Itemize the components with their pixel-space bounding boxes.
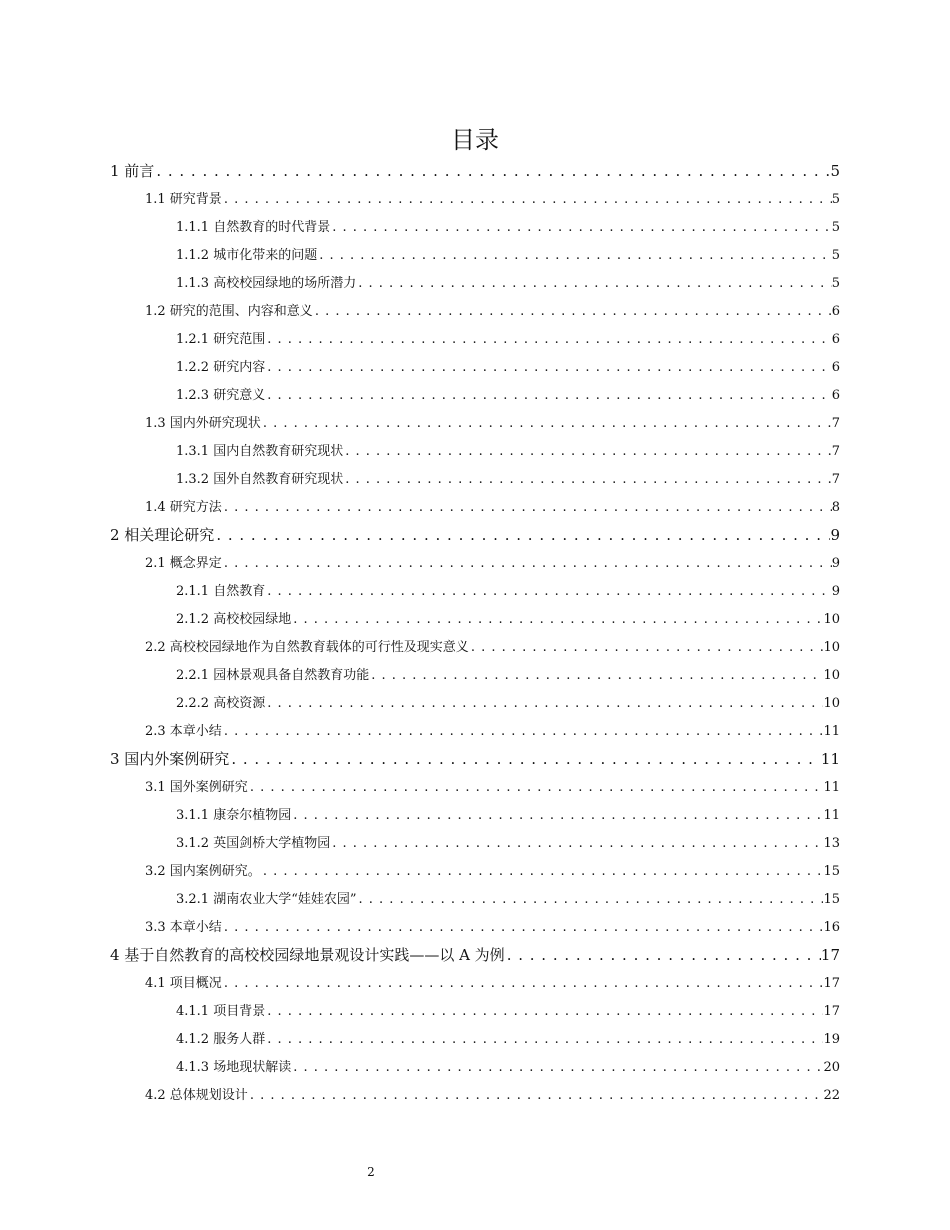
toc-entry-page: 5 [831, 220, 840, 235]
toc-entry-page: 6 [831, 304, 840, 319]
toc-entry-page: 22 [823, 1088, 840, 1103]
toc-entry[interactable] [110, 944, 840, 968]
toc-entry[interactable] [176, 804, 840, 826]
toc-entry-page: 6 [831, 388, 840, 403]
toc-entry-label: 4.1 项目概况 [145, 976, 222, 991]
toc-leader-dots [357, 892, 824, 907]
toc-entry[interactable] [176, 832, 840, 854]
toc-leader-dots [469, 640, 824, 655]
toc-leader-dots [261, 416, 832, 431]
toc-entry-label: 2.2.1 园林景观具备自然教育功能 [176, 668, 370, 683]
toc-entry-label: 3 国内外案例研究 [110, 750, 230, 768]
toc-entry[interactable] [110, 524, 840, 548]
toc-leader-dots [356, 276, 832, 291]
toc-entry-label: 3.1.1 康奈尔植物园 [176, 808, 292, 823]
toc-entry-label: 3.2 国内案例研究。 [145, 864, 261, 879]
toc-leader-dots [265, 696, 823, 711]
toc-entry-page: 17 [820, 946, 840, 964]
toc-leader-dots [265, 584, 832, 599]
toc-leader-dots [369, 668, 823, 683]
toc-entry[interactable] [176, 328, 840, 350]
toc-leader-dots [265, 1032, 823, 1047]
toc-entry[interactable] [176, 580, 840, 602]
toc-leader-dots [222, 724, 824, 739]
toc-entry-page: 9 [831, 584, 840, 599]
toc-entry-page: 15 [823, 864, 840, 879]
toc-leader-dots [265, 1004, 823, 1019]
toc-entry[interactable] [176, 1000, 840, 1022]
toc-entry[interactable] [176, 356, 840, 378]
toc-entry-label: 1.3.2 国外自然教育研究现状 [176, 472, 344, 487]
toc-entry[interactable] [110, 748, 840, 772]
toc-entry[interactable] [176, 692, 840, 714]
toc-entry-page: 11 [823, 780, 840, 795]
toc-entry-label: 1.2.2 研究内容 [176, 360, 266, 375]
toc-entry-label: 1.3 国内外研究现状 [145, 416, 261, 431]
toc-entry[interactable] [176, 468, 840, 490]
toc-entry-label: 1 前言 [110, 162, 155, 180]
toc-leader-dots [265, 360, 832, 375]
toc-entry-label: 3.3 本章小结 [145, 920, 222, 935]
toc-entry-page: 19 [823, 1032, 840, 1047]
toc-entry-page: 5 [831, 192, 840, 207]
toc-entry-page: 11 [820, 750, 840, 768]
toc-entry-label: 1.4 研究方法 [145, 500, 222, 515]
toc-entry-page: 10 [823, 612, 840, 627]
toc-entry-page: 6 [831, 332, 840, 347]
toc-entry-page: 15 [823, 892, 840, 907]
toc-entry-page: 10 [823, 640, 840, 655]
toc-entry[interactable] [176, 216, 840, 238]
toc-leader-dots [291, 612, 823, 627]
toc-entry[interactable] [145, 860, 840, 882]
toc-entry[interactable] [145, 1084, 840, 1106]
toc-entry[interactable] [176, 440, 840, 462]
toc-entry-page: 10 [823, 696, 840, 711]
toc-leader-dots [261, 864, 824, 879]
toc-leader-dots [265, 332, 832, 347]
toc-entry-page: 5 [831, 248, 840, 263]
toc-leader-dots [291, 1060, 823, 1075]
toc-leader-dots [265, 388, 832, 403]
toc-entry-label: 4.1.1 项目背景 [176, 1004, 266, 1019]
toc-entry-label: 4 基于自然教育的高校校园绿地景观设计实践——以 A 为例 [110, 946, 505, 964]
toc-entry-page: 9 [830, 526, 840, 544]
toc-leader-dots [222, 192, 832, 207]
toc-entry[interactable] [176, 1028, 840, 1050]
toc-leader-dots [291, 808, 823, 823]
toc-leader-dots [317, 248, 832, 263]
toc-entry-label: 1.2.1 研究范围 [176, 332, 266, 347]
toc-entry-page: 20 [823, 1060, 840, 1075]
toc-entry[interactable] [145, 412, 840, 434]
toc-leader-dots [343, 472, 832, 487]
toc-entry-page: 8 [831, 500, 840, 515]
toc-entry-page: 13 [823, 836, 840, 851]
toc-leader-dots [343, 444, 832, 459]
toc-entry[interactable] [145, 496, 840, 518]
toc-entry-page: 10 [823, 668, 840, 683]
toc-entry[interactable] [176, 664, 840, 686]
toc-entry-page: 16 [823, 920, 840, 935]
toc-entry-page: 5 [830, 162, 840, 180]
toc-entry-page: 7 [831, 444, 840, 459]
toc-entry-label: 2.1 概念界定 [145, 556, 222, 571]
toc-entry-page: 11 [823, 808, 840, 823]
toc-entry-label: 3.1 国外案例研究 [145, 780, 248, 795]
toc-entry[interactable] [176, 888, 840, 910]
toc-leader-dots [330, 220, 832, 235]
toc-entry[interactable] [145, 300, 840, 322]
toc-leader-dots [505, 946, 821, 964]
toc-leader-dots [248, 780, 824, 795]
toc-entry-page: 7 [831, 416, 840, 431]
toc-entry-label: 1.1.1 自然教育的时代背景 [176, 220, 331, 235]
toc-entry[interactable] [176, 272, 840, 294]
toc-leader-dots [248, 1088, 824, 1103]
toc-entry[interactable] [176, 608, 840, 630]
toc-entry[interactable] [145, 776, 840, 798]
toc-entry-page: 17 [823, 976, 840, 991]
toc-leader-dots [214, 526, 830, 544]
toc-entry[interactable] [145, 720, 840, 742]
toc-entry-label: 3.1.2 英国剑桥大学植物园 [176, 836, 331, 851]
toc-entry[interactable] [145, 188, 840, 210]
toc-entry[interactable] [145, 636, 840, 658]
toc-leader-dots [222, 556, 832, 571]
toc-entry[interactable] [176, 244, 840, 266]
toc-entry-label: 1.1.3 高校校园绿地的场所潜力 [176, 276, 357, 291]
toc-entry[interactable] [145, 972, 840, 994]
toc-entry-page: 17 [823, 1004, 840, 1019]
toc-leader-dots [222, 920, 824, 935]
toc-entry[interactable] [176, 384, 840, 406]
toc-entry-page: 9 [831, 556, 840, 571]
toc-entry-label: 4.1.2 服务人群 [176, 1032, 266, 1047]
toc-leader-dots [222, 500, 832, 515]
toc-entry[interactable] [145, 552, 840, 574]
toc-entry-label: 4.2 总体规划设计 [145, 1088, 248, 1103]
toc-leader-dots [222, 976, 824, 991]
toc-entry-label: 3.2.1 湖南农业大学“娃娃农园” [176, 892, 357, 907]
toc-entry[interactable] [145, 916, 840, 938]
toc-entry-label: 2.2.2 高校资源 [176, 696, 266, 711]
toc-entry-page: 7 [831, 472, 840, 487]
toc-leader-dots [330, 836, 823, 851]
toc-entry[interactable] [110, 160, 840, 184]
toc-entry-page: 11 [823, 724, 840, 739]
toc-entry-label: 2.1.2 高校校园绿地 [176, 612, 292, 627]
page-title: 目录 [451, 126, 499, 154]
toc-leader-dots [229, 750, 821, 768]
toc-entry-label: 2.3 本章小结 [145, 724, 222, 739]
toc-entry[interactable] [176, 1056, 840, 1078]
toc-leader-dots [154, 162, 830, 180]
page-number: 2 [367, 1165, 375, 1179]
toc-entry-label: 2.2 高校校园绿地作为自然教育载体的可行性及现实意义 [145, 640, 469, 655]
toc-entry-label: 1.2 研究的范围、内容和意义 [145, 304, 313, 319]
toc-entry-label: 2 相关理论研究 [110, 526, 215, 544]
toc-entry-label: 2.1.1 自然教育 [176, 584, 266, 599]
toc-entry-page: 6 [831, 360, 840, 375]
toc-leader-dots [313, 304, 832, 319]
toc-entry-label: 1.1 研究背景 [145, 192, 222, 207]
toc-entry-label: 1.2.3 研究意义 [176, 388, 266, 403]
toc-entry-label: 1.3.1 国内自然教育研究现状 [176, 444, 344, 459]
toc-entry-page: 5 [831, 276, 840, 291]
toc-entry-label: 4.1.3 场地现状解读 [176, 1060, 292, 1075]
toc-entry-label: 1.1.2 城市化带来的问题 [176, 248, 318, 263]
